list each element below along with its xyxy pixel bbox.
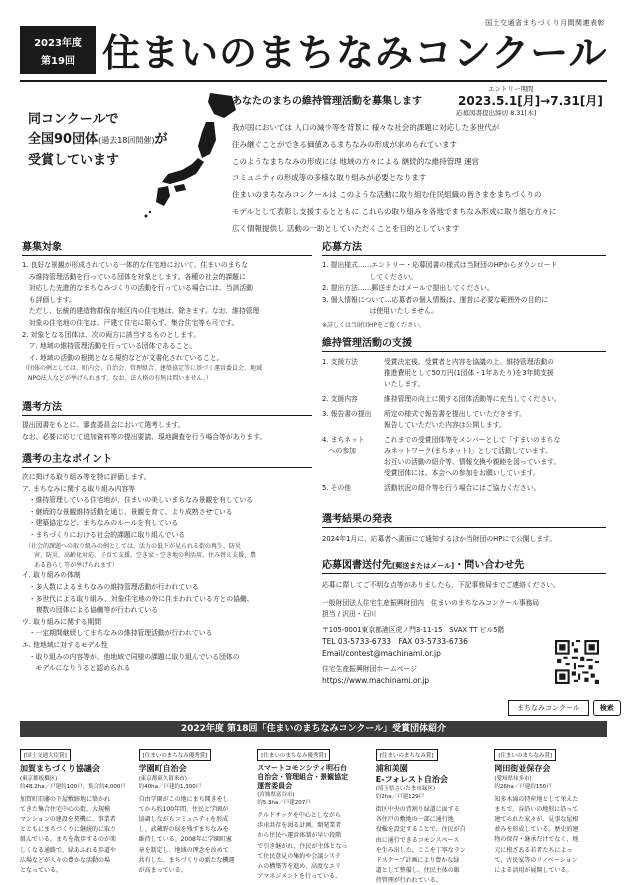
text-line: 提出図書をもとに、審査委員会において選考します。 [22,421,185,429]
intro-text [232,120,604,238]
text-line: ・維持管理している住宅地が、住まいの美しいまちなみ景観を有している [22,496,254,505]
intro-line: コミュニティの形成等の多様な取り組みが必要となります [232,173,427,183]
intro-line: 我が国においては 人口の減少等を背景に 様々な社会的課題に対応した多世代が [232,123,500,132]
support-table [322,357,606,498]
text-line: エ. 他地域に対するモデル性 [22,640,108,649]
row-value: 維持管理の向上に関する団体活動等に充当してください。 [384,395,561,403]
section-heading: 選考結果の発表 [322,510,606,528]
winner-location: (東京都板橋区) [20,775,58,782]
hero-line-1: 同コンクールで [28,112,119,127]
text-line: ・多世代による取り組み、対象住宅地の外に住まわれている方との協働、 [22,594,254,603]
table-row [322,357,606,394]
winner-card: [住まいのまちなみ優秀賞] スマートコモンシティ明石台 自治会・管理組合・景観協定 運営委員会 (宮城県富谷市) 約5.3ha／戸建207戸 クルドサックを中心としながら 歩車共存を図る計画。開発業者 から住民へ運営体制が早い段階 で引き継がれ、住民が主体となっ て住民意見の集約や会議システ ムの構築等を進め、高度なエリ アマネジメントを行っている。 [257,742,370,885]
text-line: モデルになりうると認められる [22,664,131,673]
text-line: 2. 提出方法……郵送またはメールで提出してください。 [322,284,494,293]
hero-particle: が [154,132,168,147]
intro-line: 住み継ぐことができる価値あるまちなみの形成が求められています [232,139,457,149]
contact-address: 〒105-0001東京都港区虎ノ門3-11-15 SVAX TT ビル5階 [322,625,505,634]
hero-line-3: 受賞しています [28,153,120,168]
row-value: 所定の様式で報告書を提出していただきます。 報告していただいた内容は公開します。 [384,410,527,429]
section-points [22,450,312,675]
text-line: してください。 [322,272,418,281]
text-line: ・建築協定など、まちなみのルールを有している [22,519,179,528]
winner-card: [住まいのまちなみ優秀賞] 学園町自治会 (東京都東久留米市) 約40ha／戸建約1,300戸 自由学園がこの地にまち開きをし てから約100年間、住民と学園が 協調しながらコミュニティを形成 し、武蔵野の緑を残すまちなみを 維持している。2008年に学園町憲 章を制定し、地域の理念を改めて 共有した。まちづくりの新たな機運 が高まっている。 [139,742,252,885]
winner-name: 加賀まちづくり協議会 [20,764,100,773]
edition-year: 2023年度 [34,38,82,49]
row-key: 1. 支援方法 [322,358,358,366]
section-boshu [22,238,312,384]
site-search [508,700,621,716]
row-key: 5. その他 [322,484,352,492]
winner-name: 浦和美園 E-フォレスト自治会 [375,764,448,784]
intro-line: 広く情報提供し 活動の一助としていただくことを目的としています [232,223,460,233]
winner-card: [住まいのまちなみ賞] 岡田街並保存会 (愛知県知多市) 約26ha／戸建約150戸 知多木綿の特産地として栄えた まちで、谷沿いの地形に沿って 建てられた家々が、見事な屋根 並みを形成している。歴史的建 物の保存・継承だけでなく、地 元に根ざある若者たちによっ て、古民家等のリノベーション による活用が展開している。 [494,742,607,885]
text-line: 次に掲げる取り組み等を特に評価します。 [22,473,151,481]
winner-meta: 約48.2ha／戸建約100戸、集合約4,000戸 [20,783,126,790]
text-line: は使用いたしません。 [322,307,438,316]
note-line: （団体の例としては、町内会、自治会、管理組合、建築協定等に基づく運営委員会、地域 [22,365,263,373]
text-line: なお、必要に応じて追加資料等の提出要請、現地調査を行う場合等があります。 [22,432,267,441]
note-line: ある暮らし等が挙げられます） [22,561,119,569]
contact-email[interactable]: Email/contest@machinami.or.jp [322,648,441,658]
winner-name: 学園町自治会 [138,764,187,773]
text-line: 対応した先進的なまちなみづくりの活動を行っている場合には、当該活動 [22,284,253,293]
winner-meta: 約40ha／戸建約1,300戸 [138,783,202,790]
table-row [322,394,606,409]
edition-number: 第19回 [41,56,75,67]
row-key: 3. 報告書の提出 [322,410,372,418]
intro-line: モデルとして表彰し支援するとともに これらの取り組みを各地でまちなみ形成に取り組む方々に [232,206,557,216]
winners-heading: 2022年度 第18回「住まいのまちなみコンクール」受賞団体紹介 [20,721,607,737]
section-apply [322,238,606,331]
qr-code-icon[interactable] [555,640,599,684]
row-key: 2. 支援内容 [322,395,358,403]
search-button[interactable]: 検索 [593,700,621,716]
row-value: 受賞決定後、受賞者と内容を協議の上、維持管理活動の 推進費用として50万円(1団体・1年あたり)を3年間支援 いたします。 [384,358,554,388]
winner-location: (東京都東久留米市) [138,775,187,782]
entry-period: 2023.5.1[月]→7.31[月] [458,94,603,108]
submission-deadline: 応募図書提出締切 8.31[木] [456,109,537,117]
hero-line-2 [28,130,188,151]
entry-period-label: エントリー期間 [488,85,534,93]
intro-line: このようなまちなみの形成には 地域の方々による 継続的な維持管理 運営 [232,156,480,166]
text-line: ・取り組みの内容等が、他地域で同様の課題に取り組んでいる団体の [22,652,240,661]
row-value: 活動状況の紹介等を行う場合にはご協力ください。 [384,484,541,492]
winner-name: スマートコモンシティ明石台 自治会・管理組合・景観協定 運営委員会 [257,764,349,790]
section-senko [22,398,312,443]
contact-tel: TEL 03-5733-6733 FAX 03-5733-6736 [322,637,468,647]
winner-meta: 約2ha／戸建129戸 [375,794,425,800]
homepage-link[interactable]: https://www.machinami.or.jp [322,676,430,686]
text-line: 1. 良好な景観が形成されている一体的な住宅地において、住まいのまちな [22,261,249,269]
section-heading: 維持管理活動の支援 [322,334,606,352]
section-support [322,334,606,498]
award-badge: [住まいのまちなみ賞] [376,749,438,761]
text-line: ・継続的な景観維持活動を通じ、景観を育て、より成熟させている [22,507,233,516]
text-line: イ. 地域の活動の根拠となる規約などが文書化されていること。 [22,353,224,362]
text-line: 3. 個人情報について…応募者の個人情報は、運営に必要な範囲外の目的に [322,295,549,304]
hero-count: 全国90団体 [28,132,99,147]
hero-callout [28,110,188,171]
text-line: 複数の団体による協働等が行われている [22,606,158,615]
note-line: （社会的課題への取り組みの例としては、活力の低下が見られる街の再生、防災 [22,542,242,550]
winner-location: (愛知県知多市) [494,775,532,782]
contact-lead: 応募に際してご不明な点等がありましたら、下記事務局までご連絡ください。 [322,581,560,589]
section-heading: 応募図書送付先[郵送またはメール]・問い合わせ先 [322,556,606,574]
winner-location: (宮城県富谷市) [257,792,295,798]
search-keyword[interactable]: まちなみコンクール [508,700,589,716]
award-badge: [住まいのまちなみ優秀賞] [257,749,330,761]
row-value: これまでの受賞団体等をメンバーとして「すまいのまちな みネットワーク(まちネット)」として活動しています。 お互いの活動の紹介等、情報交換や親睦を図っています。 受賞団体には、本会への参加をお願いしています。 [384,436,561,477]
text-line: ア. まちなみに関する取り組み内容等 [22,484,136,493]
section-heading: 応募方法 [322,238,606,256]
table-row [322,483,606,498]
text-line: ウ. 取り組みに関する期間 [22,617,102,626]
contact-staff: 担当 / 沢田・石川 [322,610,377,619]
text-line: 対象の住宅地の住宅は、戸建て住宅に限らず、集合住宅等も可です。 [22,318,239,327]
note-line: 害、防災、高齢化対応、子育て支援、空き家・空き地の利活用、住み替え支援、農 [22,552,257,560]
award-badge: [国土交通大臣賞] [20,749,71,761]
award-badge: [住まいのまちなみ優秀賞] [139,749,212,761]
note-line: ※詳しくは当財団HPをご覧ください。 [322,321,426,329]
winner-meta: 約26ha／戸建約150戸 [494,783,552,790]
text-line: ただし、伝統的建造物群保存地区内の住宅地は、除きます。なお、維持管理 [22,307,260,316]
text-line: ・多人数によるまちなみの維持管理活動が行われている [22,582,199,591]
winner-card: [住まいのまちなみ賞] 浦和美園 E-フォレスト自治会 (埼玉県さいたま市緑区) 約2ha／戸建129戸 街区中央の背割り緑道に面する 各住戸の敷地の一部に通行地 役権を設定することで、住民が自 由に通行できるコモンスペース を生み出した。ここを丁寧なラン ドスケープ計画により豊かな緑 道として整備し、住民主体の維 持管理が行われている。 [376,742,489,885]
contact-org: 一般財団法人住宅生産振興財団内 住まいのまちなみコンクール事務局 [322,598,540,607]
section-heading: 選考方法 [22,398,312,416]
award-badge: [住まいのまちなみ賞] [494,749,556,761]
winner-meta: 約5.3ha／戸建207戸 [257,800,311,806]
hero-count-note: (過去18回開催) [98,136,155,145]
winner-location: (埼玉県さいたま市緑区) [375,786,436,792]
edition-badge [20,26,96,74]
winner-name: 岡田街並保存会 [494,764,551,773]
note-line: NPO法人などが挙げられます。なお、法人格の有無は問いません。） [22,374,212,382]
text-line: 1. 提出様式……エントリー・応募図書の様式は当財団のHPからダウンロード [322,261,558,269]
table-row [322,409,606,435]
text-line: イ. 取り組みの体制 [22,571,81,580]
title-divider [20,80,607,82]
text-line: み維持管理活動を行っている団体を対象とします。各種の社会的課題に [22,272,246,281]
text-line: ア. 地域の維持管理活動を行っている団体であること。 [22,342,197,351]
page-title: 住まいのまちなみコンクール [102,31,608,75]
ministry-label: 国土交通省まちづくり月間関連表彰 [485,19,605,27]
row-key: 4. まちネット への参加 [322,436,365,455]
winners-list [20,742,607,885]
table-row [322,435,606,483]
text-line: ・一定期間継続してまちなみの維持管理活動が行われている [22,629,213,638]
text-line: も評価します。 [22,295,76,304]
section-heading: 募集対象 [22,238,312,256]
text-line: ・まちづくりにおける社会的課題に取り組んでいる [22,530,186,539]
section-heading: 選考の主なポイント [22,450,312,468]
winner-card: [国土交通大臣賞] 加賀まちづくり協議会 (東京都板橋区) 約48.2ha／戸建約100戸、集合約4,000戸 加賀町旧藩の下屋敷跡地に築かれ てきた集合住宅中心の街。大規模 マンションの建設を契機に、事業者 とともにまちづくりに継続的に取り 組んでいる。まちを散歩するのが楽 しくなる通路で、緑あふれる歩道や 広場などが人々の豊かな活動の場 となっている。 [20,742,133,885]
invite-heading: あなたのまちの維持管理活動を募集します [232,96,422,107]
intro-line: 住まいのまちなみコンクールは このような活動に取り組む住民組織の皆さまをまちづくりの [232,190,542,200]
text-line: 2024年1月に、応募者へ書面にて通知するほか当財団のHPにて公開します。 [322,535,557,543]
section-result [322,510,606,546]
text-line: 2. 対象となる団体は、次の両方に該当するものとします。 [22,330,201,339]
homepage-label: 住宅生産振興財団ホームページ [322,664,418,673]
